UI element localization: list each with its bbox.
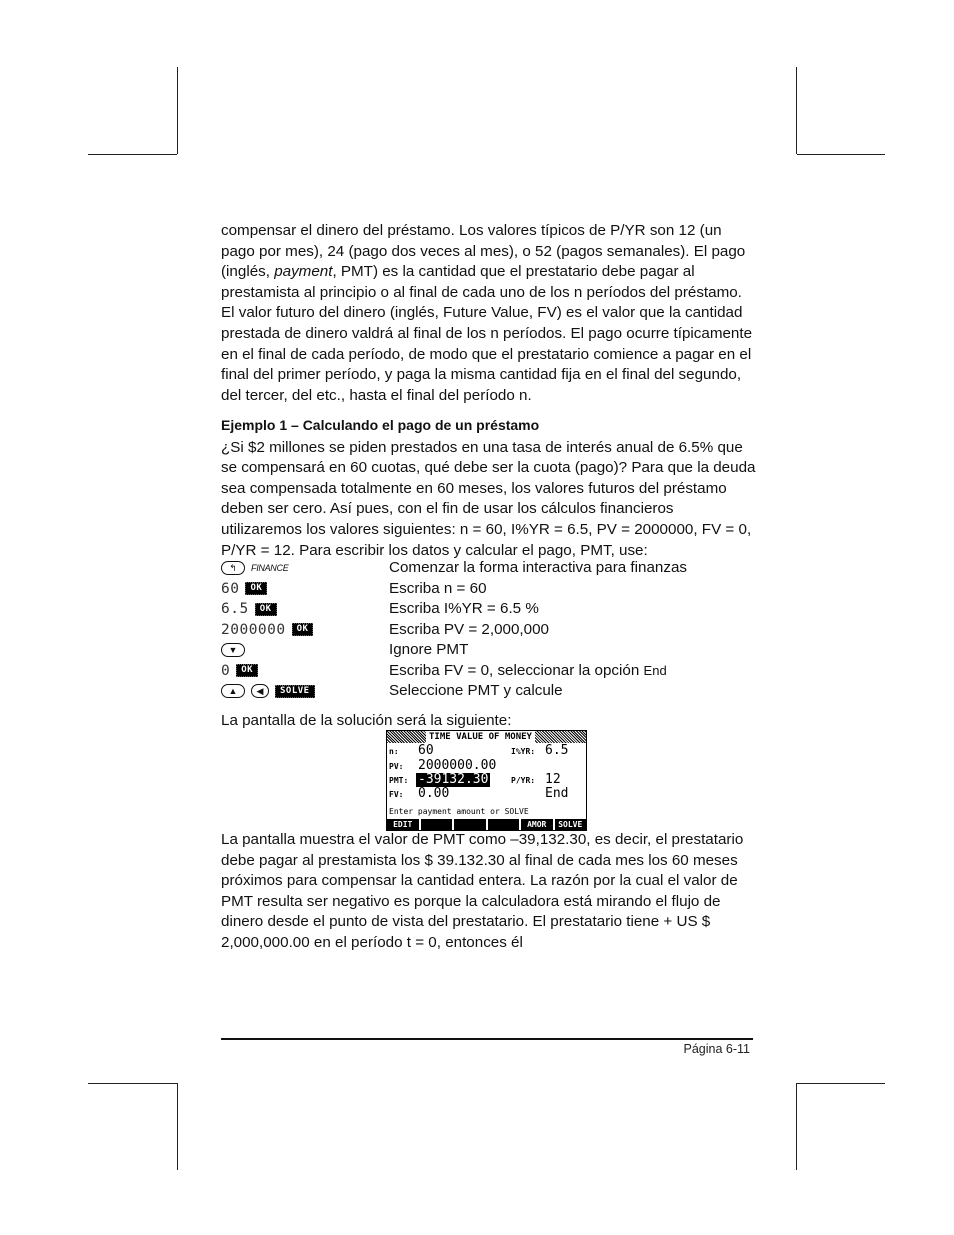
pmt-label: PMT: [389, 776, 409, 785]
intro-text-b: , PMT) es la cantidad que el prestatario debe pagar al prestamista al principio o al final de cada uno de los n períodos del préstamo. El valor futuro del dinero (inglés, Future Value, FV) es el valor que la cantidad prestada de dinero valdrá al final de los n períodos. El pago ocurre típicamente en el final de cada período, de modo que el prestatario comience a pagar en el final del primer período, y paga la misma cantidad fija en el final del segundo, del tercer, del etc., hasta el final del período n. [221, 263, 753, 404]
end-option-label: End [643, 662, 667, 678]
fv-label: FV: [389, 790, 404, 799]
keystroke-description: Seleccione PMT y calcule [389, 682, 563, 699]
example-paragraph: ¿Si $2 millones se piden prestados en una tasa de interés anual de 6.5% que se compensará en 60 cuotas, qué debe ser la cuota (pago)? Para que la deuda sea compensada totalmente en 60 meses, los valores futuros del préstamo deben ser cero. Así pues, con el fin de usar los cálculos financieros utilizaremos los valores siguientes: n = 60, I%YR = 6.5, PV = 2000000, FV = 0, P/YR = 12. Para escribir los datos y calcular el pago, PMT, use: [221, 438, 756, 559]
intro-paragraph [221, 221, 756, 406]
left-shift-key-icon: ↰ [221, 561, 245, 575]
pyr-value: 12 [545, 772, 561, 787]
keystroke-row [221, 620, 756, 641]
n-value: 60 [418, 743, 434, 758]
crop-mark-bottom-right-vertical [796, 1083, 797, 1170]
calculator-title-bar [387, 731, 586, 743]
iyr-value: 6.5 [545, 743, 569, 758]
ok-softkey: OK [245, 582, 267, 595]
keystroke-description: Escriba n = 60 [389, 579, 487, 597]
keystroke-description: Escriba I%YR = 6.5 % [389, 600, 539, 617]
page-number: Página 6-11 [683, 1042, 750, 1056]
keystroke-description: Ignore PMT [389, 641, 469, 658]
intro-text-a: compensar el dinero del préstamo. Los valores típicos de P/YR son 12 (un pago por mes), 24 (pago dos veces al mes), o 52 (pagos semanales). El pago (inglés, [221, 222, 746, 281]
keystroke-digits: 60 [221, 580, 240, 597]
pmt-value: -39132.30 [418, 772, 489, 787]
footer-rule [221, 1038, 753, 1040]
crop-mark-top-left-horizontal [88, 154, 177, 155]
arrow-down-key-icon: ▼ [221, 643, 245, 657]
keystroke-digits: 0 [221, 662, 231, 679]
crop-mark-top-right-horizontal [797, 154, 885, 155]
keystroke-description-text: Escriba FV = 0, seleccionar la opción [389, 661, 640, 679]
pv-label: PV: [389, 762, 404, 771]
menu-solve: SOLVE [555, 819, 587, 830]
arrow-left-key-icon: ◀ [251, 684, 269, 698]
menu-edit: EDIT [387, 819, 421, 830]
example-heading: Ejemplo 1 – Calculando el pago de un préstamo [221, 417, 540, 433]
ok-softkey: OK [292, 623, 314, 636]
keystroke-row [221, 640, 756, 661]
keystroke-description: Escriba PV = 2,000,000 [389, 620, 549, 638]
crop-mark-bottom-right-horizontal [797, 1083, 885, 1084]
menu-amor: AMOR [521, 819, 555, 830]
intro-text-italic: payment [274, 263, 333, 281]
keystroke-description [389, 661, 667, 682]
iyr-label: I%YR: [511, 747, 536, 756]
pv-value: 2000000.00 [418, 758, 497, 773]
keystroke-row [221, 579, 756, 600]
menu-blank-3 [488, 819, 522, 830]
keystroke-description: Comenzar la forma interactiva para finanzas [389, 559, 687, 576]
menu-blank-1 [421, 819, 455, 830]
ok-softkey: OK [236, 664, 258, 677]
pyr-label: P/YR: [511, 776, 536, 785]
ok-softkey: OK [255, 603, 277, 616]
keystroke-digits: 2000000 [221, 621, 286, 638]
arrow-up-key-icon: ▲ [221, 684, 245, 698]
finance-key-label: FINANCE [251, 563, 289, 573]
crop-mark-top-right-vertical [796, 67, 797, 154]
keystroke-row [221, 681, 756, 702]
solution-intro: La pantalla de la solución será la siguiente: [221, 712, 512, 729]
n-label: n: [389, 747, 399, 756]
menu-blank-2 [454, 819, 488, 830]
keystroke-row [221, 558, 756, 579]
keystroke-row [221, 599, 756, 620]
example-section [221, 415, 756, 561]
calculator-menu [387, 819, 586, 830]
calculator-title: TIME VALUE OF MONEY [426, 731, 535, 743]
keystroke-digits: 6.5 [221, 601, 249, 617]
closing-paragraph: La pantalla muestra el valor de PMT como –39,132.30, es decir, el prestatario debe pagar al prestamista los $ 39.132.30 al final de cada mes los 60 meses próximos para compensar la cantidad entera. La razón por la cual el valor de PMT resulta ser negativo es porque la calculadora está mirando el flujo de dinero desde el punto de vista del prestatario. El prestatario tiene + US $ 2,000,000.00 en el período t = 0, entonces él [221, 831, 744, 951]
keystroke-table [221, 558, 756, 702]
crop-mark-bottom-left-vertical [177, 1083, 178, 1170]
solve-softkey: SOLVE [275, 685, 315, 698]
fv-value: 0.00 [418, 786, 450, 801]
calculator-message: Enter payment amount or SOLVE [389, 807, 529, 816]
calculator-screen [386, 730, 587, 831]
end-value: End [545, 786, 569, 801]
crop-mark-bottom-left-horizontal [88, 1083, 177, 1084]
crop-mark-top-left-vertical [177, 67, 178, 154]
keystroke-row [221, 661, 756, 682]
